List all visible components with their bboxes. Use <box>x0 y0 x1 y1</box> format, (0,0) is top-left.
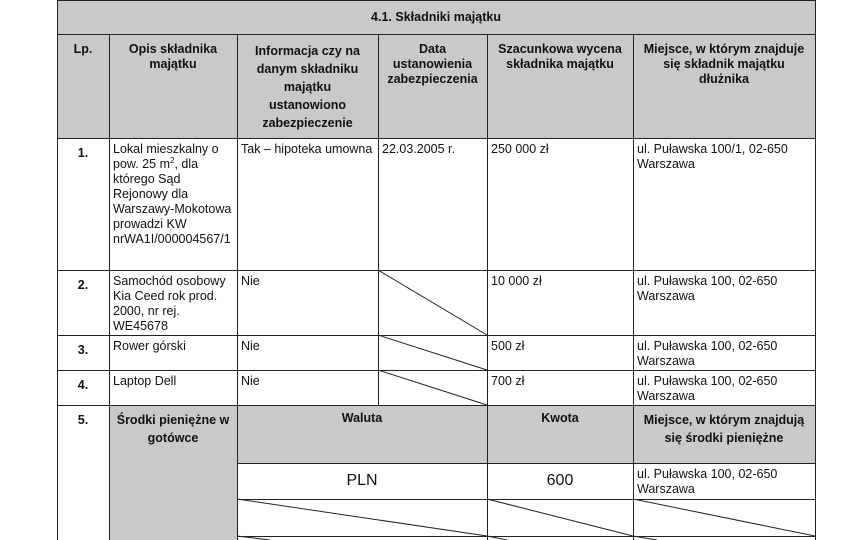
row-3-lp: 3. <box>77 343 89 357</box>
col-header-valuation: Szacunkowa wycena składnika majątku <box>487 34 633 138</box>
cash-label: Środki pieniężne w gotówce <box>109 405 237 540</box>
row-4-lp: 4. <box>77 378 89 392</box>
row-3-description: Rower górski <box>113 339 186 353</box>
row-4-location: ul. Puławska 100, 02-650 Warszawa <box>637 374 778 403</box>
row-1-security-date: 22.03.2005 r. <box>382 142 455 156</box>
row-1-lp: 1. <box>77 146 89 160</box>
cash-amount-value: 600 <box>546 472 574 489</box>
cash-amount-header: Kwota <box>487 405 633 463</box>
col-header-location: Miejsce, w którym znajduje się składnik majątku dłużnika <box>633 34 815 138</box>
row-1-security-info: Tak – hipoteka umowna <box>241 142 373 156</box>
cash-location-header: Miejsce, w którym znajdują się środki pieniężne <box>633 405 815 463</box>
col-header-description: Opis składnika majątku <box>109 34 237 138</box>
row-1-description-part2: , dla którego Sąd Rejonowy dla Warszawy-Mokotowa prowadzi KW nrWA1I/000004567/1 <box>113 157 232 246</box>
row-3-security-info: Nie <box>241 339 260 353</box>
row-2-lp: 2. <box>77 278 89 292</box>
row-2-location: ul. Puławska 100, 02-650 Warszawa <box>637 274 778 303</box>
row-2-description: Samochód osobowy Kia Ceed rok prod. 2000, nr rej. WE45678 <box>113 274 226 333</box>
cash-currency-header: Waluta <box>237 405 487 463</box>
row-5-lp: 5. <box>77 413 89 427</box>
row-1-valuation: 250 000 zł <box>491 142 549 156</box>
cash-location-value: ul. Puławska 100, 02-650 Warszawa <box>637 467 778 496</box>
row-4-description: Laptop Dell <box>113 374 177 388</box>
col-header-security-info: Informacja czy na danym składniku majątku ustanowiono zabezpieczenie <box>237 34 378 138</box>
row-2-valuation: 10 000 zł <box>491 274 542 288</box>
col-header-lp: Lp. <box>57 34 109 138</box>
row-3-valuation: 500 zł <box>491 339 525 353</box>
section-title: 4.1. Składniki majątku <box>57 0 815 34</box>
row-1-description-sup: 2 <box>169 155 175 165</box>
col-header-security-date: Data ustanowienia zabezpieczenia <box>378 34 487 138</box>
row-3-location: ul. Puławska 100, 02-650 Warszawa <box>637 339 778 368</box>
row-4-security-info: Nie <box>241 374 260 388</box>
row-2-security-info: Nie <box>241 274 260 288</box>
row-1-description-part1: Lokal mieszkalny o pow. 25 m <box>113 142 219 171</box>
cash-currency-value: PLN <box>346 472 378 489</box>
row-4-valuation: 700 zł <box>491 374 525 388</box>
row-1-location: ul. Puławska 100/1, 02-650 Warszawa <box>637 142 788 171</box>
